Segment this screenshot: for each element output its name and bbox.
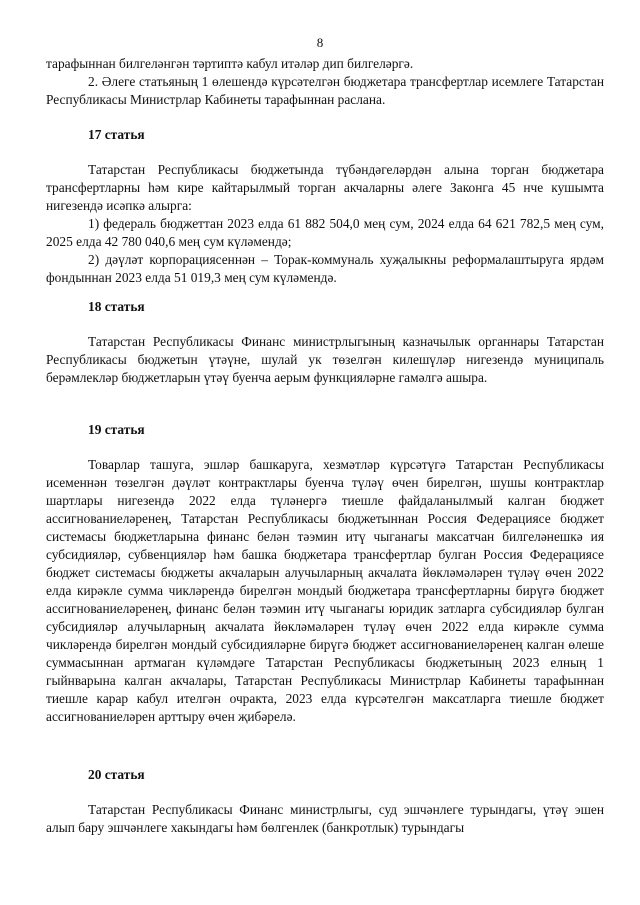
- intro-paragraph-1: тарафыннан билгеләнгән тәртиптә кабул итәләр дип билгеләргә.: [46, 56, 414, 71]
- article-20-heading: 20 статья: [88, 767, 145, 782]
- page-number: 8: [316, 35, 324, 50]
- article-17-heading: 17 статья: [88, 127, 145, 142]
- article-17-paragraph-1: Татарстан Республикасы бюджетында түбәндәгеләрдән алына торган бюджетара трансфертларны һәм кире кайтарылмый торган акчаларны әлеге Законга 45 нче кушымта нигезендә исәпкә алырга:: [46, 162, 604, 213]
- article-18-body: [46, 333, 604, 387]
- article-17-item-1: 1) федераль бюджеттан 2023 елда 61 882 504,0 мең сум, 2024 елда 64 621 782,5 мең сум, 2025 елда 42 780 040,6 мең сум күләмендә;: [46, 216, 604, 249]
- article-17-item-2: 2) дәүләт корпорациясеннән – Торак-коммуналь хуҗалыкны реформалаштыруга ярдәм фондыннан 2023 елда 51 019,3 мең сум күләмендә.: [46, 252, 604, 285]
- article-17-body: [46, 161, 604, 287]
- article-20-body: [46, 801, 604, 837]
- article-18-paragraph-1: Татарстан Республикасы Финанс министрлыгының казначылык органнары Татарстан Республикасы бюджетын үтәүне, шулай ук төзелгән килешүләр нигезендә муниципаль берәмлекләр бюджетларын үтәү буенча аерым функцияләрне гамәлгә ашыра.: [46, 334, 604, 385]
- intro-paragraph-2: 2. Әлеге статьяның 1 өлешендә күрсәтелгән бюджетара трансфертлар исемлеге Татарстан Республикасы Министрлар Кабинеты тарафыннан раслана.: [46, 74, 604, 107]
- article-18-heading: 18 статья: [88, 299, 145, 314]
- intro-section: [46, 55, 604, 109]
- article-19-body: [46, 456, 604, 726]
- article-19-paragraph-1: Товарлар ташуга, эшләр башкаруга, хезмәтләр күрсәтүгә Татарстан Республикасы исеменнән төзелгән дәүләт контрактлары буенча түләү өчен бирелгән, шушы контрактлар шартлары нигезендә 2022 елда түләнергә тиешле файдаланылмый калган бюджет ассигнованиеләренең, Татарстан Республикасы бюджетыннан Россия Федерациясе бюджет системасы бюджетларына финанс белән тәэмин итү чыганагы максатчан билгеләнешкә ия субсидияләр, субвенцияләр һәм башка бюджетара трансфертлар булган Россия Федерациясе бюджет системасы бюджеты акчаларын алучыларның акчалата йөкләмәләрен түләү өчен 2022 елда кирәкле сумма чикләрендә бирелгән мондый бюджетара трансфертларны бирүгә бюджет ассигнованиеләренең, финанс белән тәэмин итү чыганагы юридик затларга субсидияләр булган субсидияләр алучыларның акчалата йөкләмәләрен түләү өчен 2022 елда кирәкле сумма чикләрендә бирелгән мондый субсидияләрне бирүгә бюджет ассигнованиеләренең калган өлеше суммасыннан артмаган күләмдәге Татарстан Республикасы бюджетының 2023 елның 1 гыйнварына калган акчалары, Татарстан Республикасы Министрлар Кабинеты тарафыннан тиешле карар кабул ителгән очракта, 2023 елда күрсәтелгән максатларга тиешле бюджет ассигнованиеләрен арттыру өчен җибәрелә.: [46, 457, 604, 724]
- article-20-paragraph-1: Татарстан Республикасы Финанс министрлыгы, суд эшчәнлеге турындагы, үтәү эшен алып бару эшчәнлеге хакындагы һәм бөлгенлек (банкротлык) турындагы: [46, 802, 604, 835]
- article-19-heading: 19 статья: [88, 422, 145, 437]
